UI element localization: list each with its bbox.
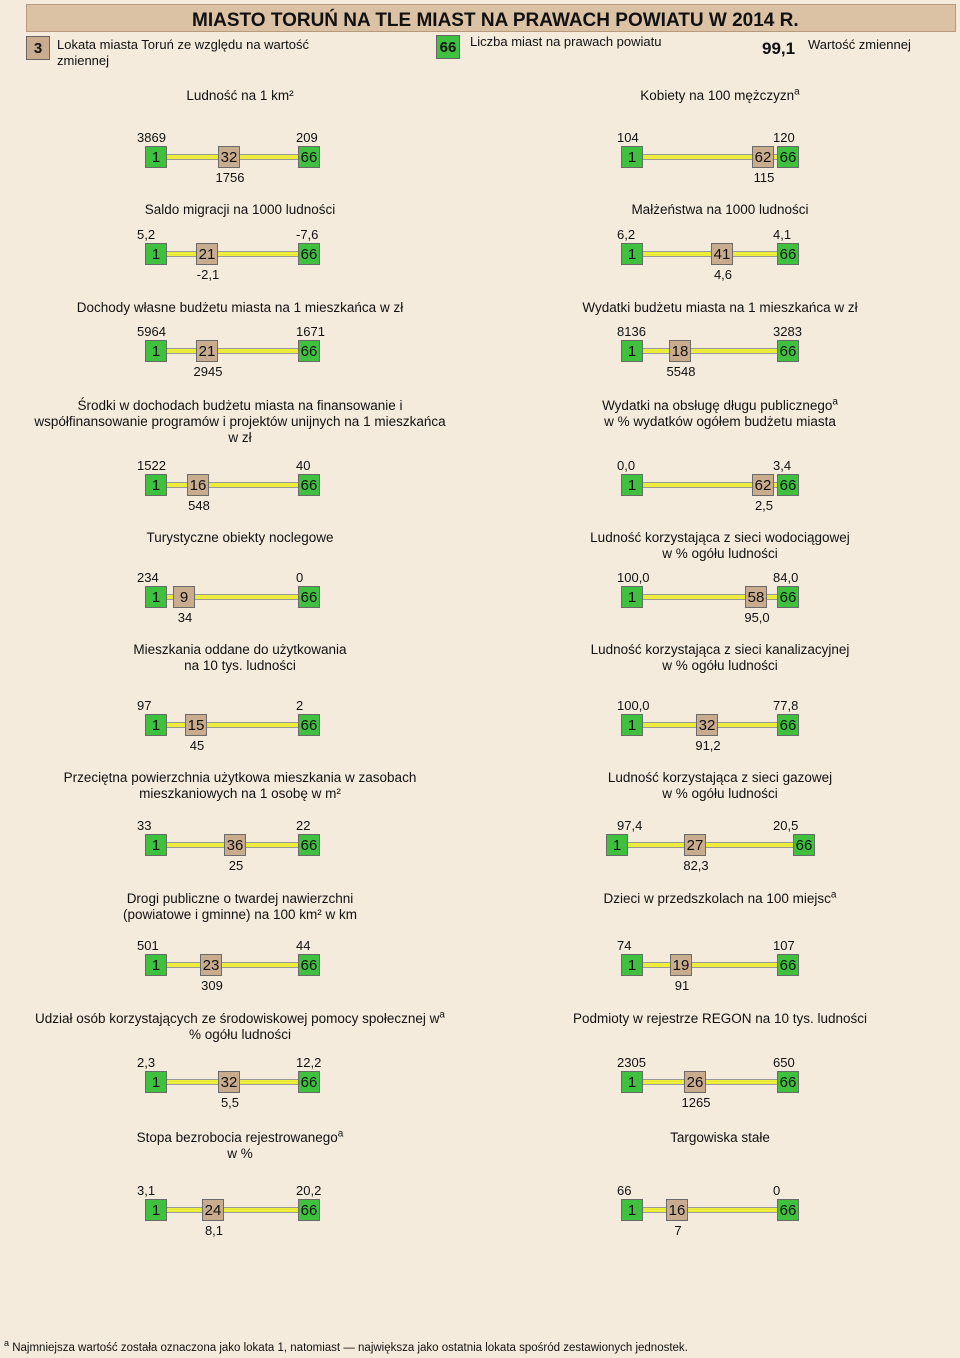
indicator-title-line: w zł	[228, 430, 252, 445]
legend-rank-label-line-2: zmiennej	[57, 53, 110, 68]
min-value: 6,2	[617, 227, 636, 242]
rank-last-marker: 66	[777, 954, 799, 976]
footnote-ref: a	[832, 396, 838, 408]
indicator-title-line: Turystyczne obiekty noclegowe	[146, 530, 334, 545]
max-value: 0	[773, 1183, 781, 1198]
footnote-ref: a	[830, 889, 837, 901]
rank-city-marker: 19	[670, 954, 692, 976]
legend-variable-label: Wartość zmiennej	[808, 37, 911, 52]
indicator-title-line: (powiatowe i gminne) na 100 km² w km	[122, 907, 358, 922]
indicator-title	[480, 1011, 960, 1027]
indicator-title	[0, 300, 480, 316]
city-value: 34	[177, 610, 193, 625]
indicator-title-line: w %	[227, 1146, 253, 1161]
indicator-title-line: Dochody własne budżetu miasta na 1 mieszkańca w zł	[76, 300, 404, 315]
rank-last-marker: 66	[298, 474, 320, 496]
rank-scale-bar	[632, 962, 788, 968]
max-value: 209	[296, 130, 318, 145]
max-value: 84,0	[773, 570, 799, 585]
rank-scale-bar	[156, 482, 309, 488]
rank-last-marker: 66	[298, 146, 320, 168]
max-value: 4,1	[773, 227, 792, 242]
rank-last-marker: 66	[777, 1199, 799, 1221]
max-value: 2	[296, 698, 304, 713]
indicator-title	[0, 1011, 480, 1043]
rank-last-marker: 66	[298, 714, 320, 736]
max-value: 44	[296, 938, 311, 953]
rank-city-marker: 62	[752, 474, 774, 496]
city-value: 25	[228, 858, 244, 873]
rank-scale-bar	[156, 722, 309, 728]
max-value: -7,6	[296, 227, 319, 242]
footnote-ref: a	[794, 86, 800, 98]
indicator-title	[480, 1130, 960, 1146]
indicator-title	[480, 642, 960, 674]
rank-scale-bar	[156, 251, 309, 257]
indicator-title-line: współfinansowanie programów i projektów unijnych na 1 mieszkańca	[34, 414, 446, 429]
rank-city-marker: 21	[196, 243, 218, 265]
rank-city-marker: 18	[669, 340, 691, 362]
rank-first-marker: 1	[621, 954, 643, 976]
rank-city-marker: 15	[185, 714, 207, 736]
city-value: 5548	[666, 364, 696, 379]
max-value: 107	[773, 938, 795, 953]
min-value: 5,2	[137, 227, 156, 242]
city-value: 95,0	[744, 610, 770, 625]
city-value: 1756	[215, 170, 245, 185]
indicator-title-line: Małżeństwa na 1000 ludności	[631, 202, 809, 217]
rank-scale-bar	[156, 962, 309, 968]
indicator-title-line: Ludność korzystająca z sieci gazowej	[607, 770, 833, 785]
indicator-title-line: w % ogółu ludności	[662, 546, 778, 561]
indicator-title-line: Środki w dochodach budżetu miasta na finansowanie i	[77, 398, 403, 413]
rank-first-marker: 1	[145, 474, 167, 496]
min-value: 33	[137, 818, 152, 833]
rank-first-marker: 1	[145, 586, 167, 608]
rank-first-marker: 1	[606, 834, 628, 856]
min-value: 66	[617, 1183, 632, 1198]
legend-count-label: Liczba miast na prawach powiatu	[470, 34, 662, 49]
indicator-title-line: w % wydatków ogółem budżetu miasta	[604, 414, 836, 429]
rank-last-marker: 66	[298, 340, 320, 362]
rank-scale-bar	[156, 1207, 309, 1213]
legend-variable-value: 99,1	[762, 39, 796, 58]
min-value: 234	[137, 570, 159, 585]
rank-last-marker: 66	[298, 834, 320, 856]
rank-first-marker: 1	[145, 834, 167, 856]
indicator-title	[0, 530, 480, 546]
min-value: 97,4	[617, 818, 643, 833]
rank-first-marker: 1	[621, 146, 643, 168]
indicator-title-line: mieszkaniowych na 1 osobę w m²	[139, 786, 341, 801]
min-value: 74	[617, 938, 632, 953]
indicator-title	[480, 398, 960, 430]
min-value: 2305	[617, 1055, 646, 1070]
rank-first-marker: 1	[145, 340, 167, 362]
rank-first-marker: 1	[621, 243, 643, 265]
indicator-title	[480, 202, 960, 218]
indicator-title-line: Ludność korzystająca z sieci wodociągowej	[590, 530, 850, 545]
city-value: 82,3	[683, 858, 709, 873]
city-value: 309	[201, 978, 223, 993]
indicator-title	[0, 642, 480, 674]
footnote-ref: a	[439, 1009, 445, 1021]
footnote-text: Najmniejsza wartość została oznaczona jako lokata 1, natomiast — największa jako ostatnia lokata spośród zestawionych jednostek.	[12, 1341, 688, 1354]
rank-last-marker: 66	[777, 243, 799, 265]
city-value: 91	[674, 978, 690, 993]
min-value: 1522	[137, 458, 166, 473]
footnote	[4, 1338, 688, 1354]
rank-city-marker: 58	[745, 586, 767, 608]
rank-scale-bar	[617, 842, 804, 848]
city-value: 548	[188, 498, 210, 513]
indicator-title-line: w % ogółu ludności	[662, 786, 778, 801]
max-value: 650	[773, 1055, 795, 1070]
indicator-title-line: % ogółu ludności	[188, 1027, 292, 1042]
city-value: 45	[189, 738, 205, 753]
indicator-title-line: Ludność na 1 km²	[186, 88, 294, 103]
indicator-title	[0, 202, 480, 218]
indicator-title-line: Wydatki na obsługę długu publicznego$^a$	[602, 396, 838, 413]
min-value: 3,1	[137, 1183, 156, 1198]
max-value: 22	[296, 818, 311, 833]
max-value: 0	[296, 570, 304, 585]
indicator-title	[0, 891, 480, 923]
min-value: 100,0	[617, 570, 650, 585]
rank-last-marker: 66	[777, 1071, 799, 1093]
indicator-title-line: Ludność korzystająca z sieci kanalizacyjnej	[590, 642, 850, 657]
rank-city-marker: 9	[173, 586, 195, 608]
rank-last-marker: 66	[777, 586, 799, 608]
city-value: 2,5	[754, 498, 774, 513]
rank-first-marker: 1	[145, 1199, 167, 1221]
city-value: 91,2	[695, 738, 721, 753]
legend-rank-box: 3	[26, 36, 50, 60]
city-value: 7	[674, 1223, 682, 1238]
rank-first-marker: 1	[621, 586, 643, 608]
footnote-ref: a	[337, 1128, 344, 1140]
rank-city-marker: 24	[202, 1199, 224, 1221]
rank-city-marker: 21	[196, 340, 218, 362]
rank-first-marker: 1	[145, 243, 167, 265]
rank-last-marker: 66	[298, 954, 320, 976]
indicator-title	[480, 88, 960, 104]
title-bar	[26, 4, 956, 32]
indicator-title	[0, 398, 480, 446]
indicator-title-line: Stopa bezrobocia rejestrowanego$^a$	[136, 1128, 344, 1145]
indicator-title	[0, 88, 480, 104]
rank-last-marker: 66	[298, 586, 320, 608]
indicator-title	[0, 770, 480, 802]
indicator-title-line: Targowiska stałe	[670, 1130, 770, 1145]
min-value: 3869	[137, 130, 166, 145]
rank-first-marker: 1	[145, 714, 167, 736]
indicator-title-line: Saldo migracji na 1000 ludności	[144, 202, 336, 217]
min-value: 97	[137, 698, 152, 713]
rank-last-marker: 66	[777, 474, 799, 496]
indicator-title-line: na 10 tys. ludności	[184, 658, 296, 673]
indicator-title-line: Drogi publiczne o twardej nawierzchni	[126, 891, 354, 906]
min-value: 0,0	[617, 458, 636, 473]
page-title: MIASTO TORUŃ NA TLE MIAST NA PRAWACH POWIATU W 2014 R.	[192, 10, 799, 31]
rank-city-marker: 32	[218, 1071, 240, 1093]
rank-first-marker: 1	[145, 146, 167, 168]
legend-rank-label-line-1: Lokata miasta Toruń ze względu na wartość	[57, 37, 309, 52]
rank-city-marker: 41	[711, 243, 733, 265]
min-value: 104	[617, 130, 639, 145]
max-value: 3283	[773, 324, 802, 339]
rank-last-marker: 66	[298, 1199, 320, 1221]
rank-first-marker: 1	[621, 474, 643, 496]
indicator-title-line: Udział osób korzystających ze środowiskowej pomocy społecznej $w^a$	[35, 1009, 445, 1026]
rank-last-marker: 66	[298, 1071, 320, 1093]
max-value: 12,2	[296, 1055, 322, 1070]
indicator-title	[480, 770, 960, 802]
rank-first-marker: 1	[145, 954, 167, 976]
min-value: 501	[137, 938, 159, 953]
indicator-title-line: Wydatki budżetu miasta na 1 mieszkańca w zł	[582, 300, 858, 315]
city-value: 115	[753, 170, 775, 185]
max-value: 77,8	[773, 698, 799, 713]
max-value: 120	[773, 130, 795, 145]
min-value: 8136	[617, 324, 646, 339]
legend-rank-label	[57, 37, 309, 69]
rank-last-marker: 66	[298, 243, 320, 265]
max-value: 3,4	[773, 458, 792, 473]
indicator-title-line: Mieszkania oddane do użytkowania	[133, 642, 347, 657]
rank-city-marker: 23	[200, 954, 222, 976]
rank-last-marker: 66	[777, 340, 799, 362]
rank-last-marker: 66	[777, 714, 799, 736]
rank-scale-bar	[632, 1207, 788, 1213]
indicator-title-line: w % ogółu ludności	[662, 658, 778, 673]
city-value: 2945	[193, 364, 223, 379]
indicator-title	[480, 530, 960, 562]
rank-city-marker: 32	[218, 146, 240, 168]
rank-scale-bar	[632, 348, 788, 354]
rank-last-marker: 66	[793, 834, 815, 856]
city-value: 1265	[681, 1095, 711, 1110]
rank-city-marker: 16	[666, 1199, 688, 1221]
min-value: 5964	[137, 324, 166, 339]
rank-last-marker: 66	[777, 146, 799, 168]
min-value: 2,3	[137, 1055, 156, 1070]
rank-first-marker: 1	[621, 1071, 643, 1093]
rank-first-marker: 1	[145, 1071, 167, 1093]
city-value: -2,1	[196, 267, 220, 282]
city-value: 5,5	[220, 1095, 240, 1110]
rank-scale-bar	[156, 348, 309, 354]
rank-scale-bar	[632, 251, 788, 257]
rank-city-marker: 62	[752, 146, 774, 168]
rank-city-marker: 27	[684, 834, 706, 856]
indicator-title	[480, 300, 960, 316]
indicator-title	[0, 1130, 480, 1162]
indicator-title	[480, 891, 960, 907]
rank-first-marker: 1	[621, 340, 643, 362]
max-value: 40	[296, 458, 311, 473]
rank-city-marker: 16	[187, 474, 209, 496]
rank-city-marker: 26	[684, 1071, 706, 1093]
indicator-title-line: Dzieci w przedszkolach na 100 miejsc$^a$	[603, 889, 837, 906]
indicator-title-line: Podmioty w rejestrze REGON na 10 tys. ludności	[572, 1011, 868, 1026]
rank-city-marker: 32	[696, 714, 718, 736]
footnote-mark: a	[4, 1338, 10, 1348]
city-value: 4,6	[713, 267, 733, 282]
rank-city-marker: 36	[224, 834, 246, 856]
max-value: 1671	[296, 324, 325, 339]
max-value: 20,5	[773, 818, 799, 833]
rank-first-marker: 1	[621, 714, 643, 736]
max-value: 20,2	[296, 1183, 322, 1198]
rank-scale-bar	[632, 1079, 788, 1085]
legend-count-box: 66	[436, 35, 460, 59]
indicator-title-line: Kobiety na 100 mężczyzn$^a$	[640, 86, 800, 103]
rank-first-marker: 1	[621, 1199, 643, 1221]
indicator-title-line: Przeciętna powierzchnia użytkowa mieszkania w zasobach	[63, 770, 417, 785]
city-value: 8,1	[204, 1223, 224, 1238]
min-value: 100,0	[617, 698, 650, 713]
